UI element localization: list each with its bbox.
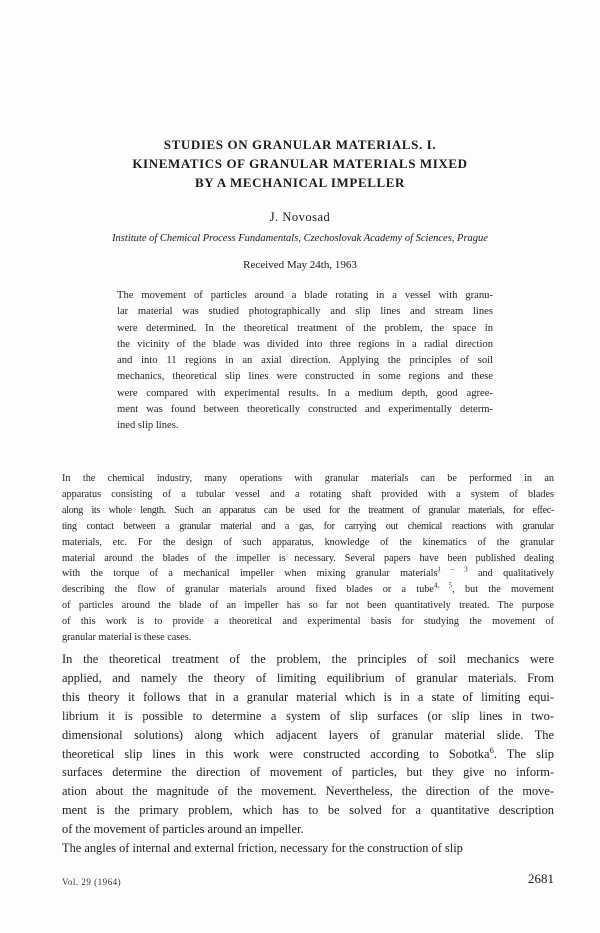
introduction-paragraph — [62, 471, 554, 646]
abstract-line: ined slip lines. — [117, 420, 179, 432]
intro-line-with-ref — [62, 566, 554, 582]
intro-text: , but the movement — [452, 584, 554, 596]
intro-line-with-ref — [62, 582, 554, 598]
intro-line: ting contact between a granular material and a gas, for carrying out chemical reactions with granular — [62, 520, 554, 532]
title-line-3: BY A MECHANICAL IMPELLER — [194, 175, 406, 190]
intro-text: with the torque of a mechanical impeller when mixing granular materials — [62, 568, 438, 580]
intro-line: of this work is to provide a theoretical and experimental basis for studying the movement of — [62, 616, 554, 628]
intro-text: describing the flow of granular materials around fixed blades or a tube — [62, 584, 434, 596]
author-affiliation: Institute of Chemical Process Fundamentals, Czechoslovak Academy of Sciences, Prague — [112, 233, 488, 244]
body-line-with-ref — [62, 745, 554, 764]
body-line: this theory it follows that in a granular material which is in a state of limiting equi- — [62, 689, 554, 704]
body-line: ation about the magnitude of the movement. Nevertheless, the direction of the move- — [62, 784, 554, 799]
reference-superscript: 1 − 3 — [437, 566, 468, 575]
paper-title — [60, 135, 540, 192]
reference-superscript: 4, 5 — [433, 581, 453, 590]
body-line: applied, and namely the theory of limiting equilibrium of granular materials. From — [62, 670, 554, 685]
abstract-line: The movement of particles around a blade rotating in a vessel with granu- — [117, 290, 493, 301]
author-name: J. Novosad — [269, 210, 331, 224]
abstract-line: were compared with experimental results. In a medium depth, good agree- — [117, 387, 493, 399]
abstract — [117, 288, 493, 435]
body-text-span: theoretical slip lines in this work were constructed according to Sobotka — [62, 746, 490, 761]
received-date: Received May 24th, 1963 — [243, 259, 357, 271]
journal-volume: Vol. 29 (1964) — [62, 877, 122, 887]
body-line: dimensional solutions) along which adjacent layers of granular material slide. The — [62, 727, 554, 742]
body-line: ment is the primary problem, which has to be solved for a quantitative description — [62, 803, 554, 818]
intro-text: and qualitatively — [467, 568, 554, 580]
abstract-line: mechanics, theoretical slip lines were constructed in some regions and these — [117, 371, 493, 383]
body-line: surfaces determine the direction of movement of particles, but they give no inform- — [62, 765, 554, 780]
intro-line: materials, etc. For the design of such apparatus, knowledge of the kinematics of the granular — [62, 536, 554, 548]
body-line: librium it is possible to determine a system of slip surfaces (or slip lines in two- — [62, 708, 554, 723]
intro-line: material around the blades of the impeller is necessary. Several papers have been published dealing — [62, 552, 554, 564]
abstract-line: lar material was studied photographically and slip lines and stream lines — [117, 306, 493, 318]
body-text — [62, 650, 554, 858]
intro-line: granular material is these cases. — [62, 632, 192, 644]
body-line: In the theoretical treatment of the problem, the principles of soil mechanics were — [62, 652, 554, 666]
reference-superscript: 6 — [489, 744, 494, 755]
abstract-line: the vicinity of the blade was divided into three regions in a radial direction — [117, 338, 493, 350]
body-text-span: . The slip — [493, 746, 554, 761]
abstract-line: and into 11 regions in an axial direction. Applying the principles of soil — [117, 355, 493, 367]
title-line-2: KINEMATICS OF GRANULAR MATERIALS MIXED — [132, 156, 468, 171]
title-line-1: STUDIES ON GRANULAR MATERIALS. I. — [163, 137, 437, 152]
body-line: of the movement of particles around an impeller. — [62, 822, 304, 837]
abstract-line: ment was found between theoretically constructed and experimentally determ- — [117, 404, 493, 416]
body-line: The angles of internal and external friction, necessary for the construction of slip — [62, 841, 463, 856]
page-number: 2681 — [528, 871, 554, 886]
abstract-line: were determined. In the theoretical treatment of the problem, the space in — [117, 322, 493, 334]
intro-line: In the chemical industry, many operations with granular materials can be performed in an — [62, 473, 554, 484]
intro-line: of particles around the blade of an impeller has so far not been quantitatively treated. The purpose — [62, 600, 554, 612]
intro-line: apparatus consisting of a tubular vessel and a rotating shaft provided with a system of blades — [62, 488, 554, 500]
intro-line: along its whole length. Such an apparatus can be used for the treatment of granular materials, for effec- — [62, 504, 554, 516]
